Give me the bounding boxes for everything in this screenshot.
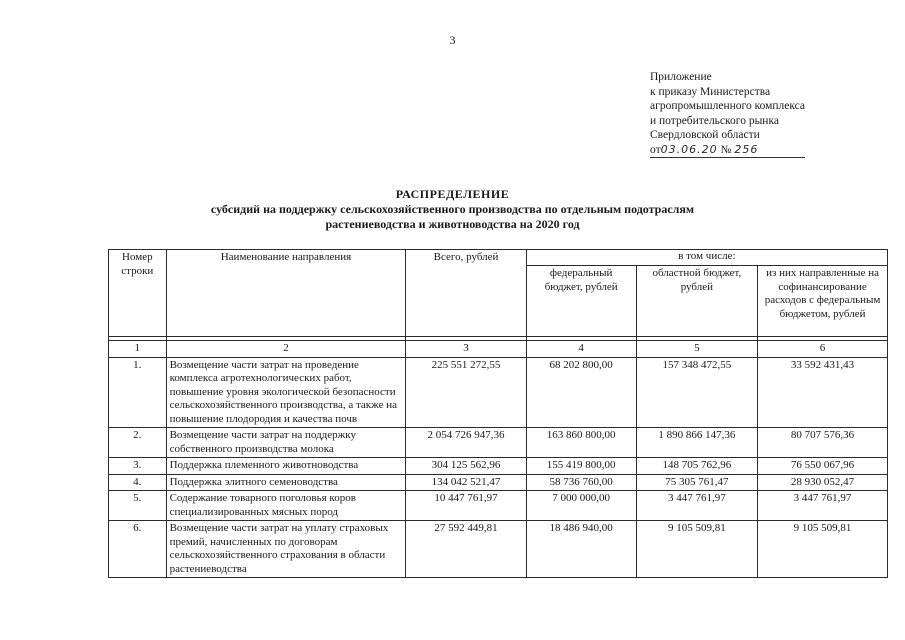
table-row bbox=[109, 428, 888, 458]
appendix-line: Свердловской области bbox=[650, 129, 760, 141]
column-number: 3 bbox=[406, 341, 526, 358]
row-regional: 9 105 509,81 bbox=[636, 521, 757, 578]
column-number: 2 bbox=[166, 341, 406, 358]
row-name: Возмещение части затрат на проведение комплекса агротехнологических работ, повышение уровня экологической безопасности сельскохозяйственного производства, а также на повышение плодородия и качества почв bbox=[166, 357, 406, 428]
row-federal: 155 419 800,00 bbox=[526, 458, 636, 475]
appendix-line: к приказу Министерства bbox=[650, 85, 771, 98]
row-cofinancing: 28 930 052,47 bbox=[758, 474, 888, 491]
row-regional: 3 447 761,97 bbox=[636, 491, 757, 521]
row-cofinancing: 80 707 576,36 bbox=[758, 428, 888, 458]
row-total: 304 125 562,96 bbox=[406, 458, 526, 475]
column-number: 4 bbox=[526, 341, 636, 358]
header-row-number: Номер строки bbox=[109, 250, 167, 337]
order-number: 256 bbox=[734, 142, 759, 156]
date-prefix: от bbox=[650, 143, 661, 156]
row-federal: 68 202 800,00 bbox=[526, 357, 636, 428]
header-total: Всего, рублей bbox=[406, 250, 526, 337]
row-federal: 58 736 760,00 bbox=[526, 474, 636, 491]
page-number: 3 bbox=[449, 33, 456, 47]
row-regional: 1 890 866 147,36 bbox=[636, 428, 757, 458]
row-regional: 157 348 472,55 bbox=[636, 357, 757, 428]
column-number-row bbox=[109, 341, 888, 358]
row-number: 6. bbox=[109, 521, 167, 578]
appendix-line: и потребительского рынка bbox=[650, 114, 779, 127]
row-total: 134 042 521,47 bbox=[406, 474, 526, 491]
header-including: в том числе: bbox=[526, 250, 887, 266]
header-direction: Наименование направления bbox=[166, 250, 406, 337]
row-total: 225 551 272,55 bbox=[406, 357, 526, 428]
row-name: Возмещение части затрат на поддержку собственного производства молока bbox=[166, 428, 406, 458]
number-prefix: № bbox=[720, 143, 732, 156]
document-title bbox=[0, 187, 905, 232]
row-cofinancing: 9 105 509,81 bbox=[758, 521, 888, 578]
row-federal: 7 000 000,00 bbox=[526, 491, 636, 521]
table-row bbox=[109, 357, 888, 428]
row-name: Возмещение части затрат на уплату страховых премий, начисленных по договорам сельскохозяйственного страхования в области растениеводства bbox=[166, 521, 406, 578]
table-header-row bbox=[109, 250, 888, 266]
header-cofinancing: из них направленные на софинансирование расходов с федеральным бюджетом, рублей bbox=[758, 266, 888, 337]
row-total: 10 447 761,97 bbox=[406, 491, 526, 521]
row-number: 4. bbox=[109, 474, 167, 491]
header-regional: областной бюджет, рублей bbox=[636, 266, 757, 337]
table-row bbox=[109, 474, 888, 491]
row-name: Поддержка племенного животноводства bbox=[166, 458, 406, 475]
row-total: 27 592 449,81 bbox=[406, 521, 526, 578]
order-date-number bbox=[650, 143, 805, 159]
table-row bbox=[109, 521, 888, 578]
appendix-line: Приложение bbox=[650, 71, 712, 83]
order-signature-line bbox=[650, 143, 805, 159]
row-name: Поддержка элитного семеноводства bbox=[166, 474, 406, 491]
row-number: 1. bbox=[109, 357, 167, 428]
title-subtitle-2: растениеводства и животноводства на 2020 год bbox=[325, 217, 580, 231]
subsidy-distribution-table bbox=[108, 249, 888, 578]
row-cofinancing: 76 550 067,96 bbox=[758, 458, 888, 475]
row-number: 5. bbox=[109, 491, 167, 521]
row-regional: 75 305 761,47 bbox=[636, 474, 757, 491]
column-number: 1 bbox=[109, 341, 167, 358]
row-regional: 148 705 762,96 bbox=[636, 458, 757, 475]
order-date: 03.06.20 bbox=[660, 142, 718, 156]
appendix-line: агропромышленного комплекса bbox=[650, 100, 806, 112]
row-federal: 18 486 940,00 bbox=[526, 521, 636, 578]
row-federal: 163 860 800,00 bbox=[526, 428, 636, 458]
header-federal: федеральный бюджет, рублей bbox=[526, 266, 636, 337]
column-number: 6 bbox=[758, 341, 888, 358]
row-name: Содержание товарного поголовья коров специализированных мясных пород bbox=[166, 491, 406, 521]
appendix-block bbox=[650, 70, 805, 158]
title-subtitle-1: субсидий на поддержку сельскохозяйственного производства по отдельным подотраслям bbox=[210, 202, 695, 216]
row-number: 2. bbox=[109, 428, 167, 458]
column-number: 5 bbox=[636, 341, 757, 358]
row-cofinancing: 3 447 761,97 bbox=[758, 491, 888, 521]
title-heading: РАСПРЕДЕЛЕНИЕ bbox=[395, 187, 510, 201]
row-number: 3. bbox=[109, 458, 167, 475]
table-row bbox=[109, 491, 888, 521]
row-cofinancing: 33 592 431,43 bbox=[758, 357, 888, 428]
table-row bbox=[109, 458, 888, 475]
row-total: 2 054 726 947,36 bbox=[406, 428, 526, 458]
